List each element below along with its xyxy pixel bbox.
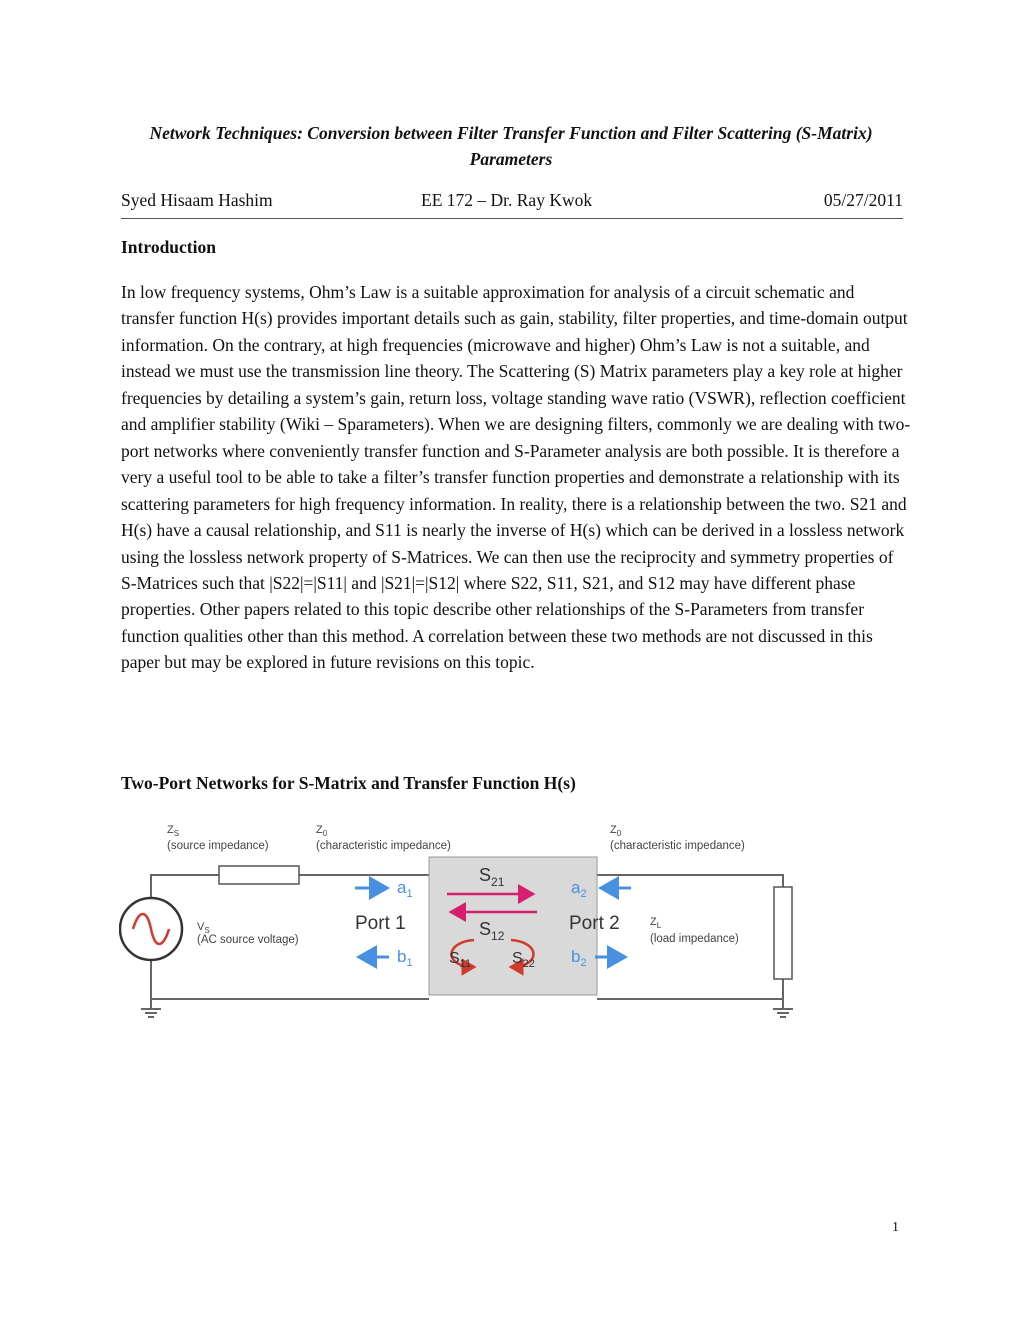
b1-sub: 1: [406, 957, 413, 969]
a2-letter: a: [571, 878, 581, 897]
vs-label: (AC source voltage): [197, 934, 299, 946]
svg-text:b1: [397, 947, 413, 969]
load-impedance-resistor: [774, 887, 792, 979]
s22-letter: S: [512, 950, 523, 967]
zl-sub: L: [656, 921, 662, 930]
intro-heading: Introduction: [121, 237, 216, 257]
s21-sub: 21: [491, 875, 505, 889]
course-info: EE 172 – Dr. Ray Kwok: [421, 190, 593, 210]
port2-label: Port 2: [569, 913, 620, 934]
a1-letter: a: [397, 878, 407, 897]
svg-text:ZS: [167, 824, 179, 838]
s22-sub: 22: [522, 958, 535, 970]
s11-letter: S: [449, 950, 460, 967]
b2-letter: b: [571, 947, 581, 966]
a2-sub: 2: [580, 888, 587, 900]
paper-date: 05/27/2011: [823, 190, 903, 210]
zs-sub: S: [173, 829, 180, 838]
z0-label-left: (characteristic impedance): [316, 840, 451, 852]
author-line: [121, 190, 903, 219]
z0-symbol-left: Z: [316, 824, 323, 836]
svg-text:ZL: [650, 916, 662, 930]
source-impedance-resistor: [219, 866, 299, 884]
author-name: Syed Hisaam Hashim: [121, 190, 273, 210]
intro-paragraph: In low frequency systems, Ohm’s Law is a suitable approximation for analysis of a circuit schematic and transfer function H(s) provides important details such as gain, stability, filter properties, and time-domain output information. On the contrary, at high frequencies (microwave and higher) Ohm’s Law is not a suitable, and instead we must use the transmission line theory. The Scattering (S) Matrix parameters play a key role at higher frequencies by detailing a system’s gain, return loss, voltage standing wave ratio (VSWR), reflection coefficient and amplifier stability (Wiki – Sparameters). When we are designing filters, commonly we are dealing with two-port networks where conveniently transfer function and S-Parameter analysis are both possible. It is therefore a very a useful tool to be able to take a filter’s transfer function properties and demonstrate a relationship with its scattering parameters for high frequency information. In reality, there is a relationship between the two. S21 and H(s) have a causal relationship, and S11 is nearly the inverse of H(s) which can be derived in a lossless network using the lossless network property of S-Matrices. We can then use the reciprocity and symmetry properties of S-Matrices such that |S22|=|S11| and |S21|=|S12| where S22, S11, S21, and S12 may have different phase properties. Other papers related to this topic describe other relationships of the S-Parameters from transfer function qualities other than this method. A correlation between these two methods are not discussed in this paper but may be explored in future revisions on this topic.: [121, 282, 911, 673]
b1-letter: b: [397, 947, 407, 966]
paper-title: Network Techniques: Conversion between Filter Transfer Function and Filter Scattering (S-Matrix) Parameters: [149, 123, 873, 169]
z0-sub-left: 0: [322, 829, 328, 838]
z0-sub-right: 0: [616, 829, 622, 838]
two-port-network-diagram: [119, 817, 809, 1022]
vs-sub: S: [204, 926, 210, 935]
port1-label: Port 1: [355, 913, 406, 934]
s21-letter: S: [479, 865, 492, 885]
s11-sub: 11: [459, 958, 472, 970]
a1-sub: 1: [406, 888, 413, 900]
s12-sub: 12: [491, 929, 505, 943]
vs-symbol: V: [197, 921, 205, 933]
s12-letter: S: [479, 919, 492, 939]
b2-sub: 2: [580, 957, 587, 969]
z0-label-right: (characteristic impedance): [610, 840, 745, 852]
z0-symbol-right: Z: [610, 824, 617, 836]
zs-symbol: Z: [167, 824, 174, 836]
twoport-heading: Two-Port Networks for S-Matrix and Transfer Function H(s): [121, 773, 576, 793]
svg-text:Z0: [316, 824, 328, 838]
page-number: 1: [892, 1220, 899, 1235]
svg-text:Z0: [610, 824, 622, 838]
zl-symbol: Z: [650, 916, 657, 928]
svg-text:VS: [197, 921, 210, 935]
zl-label: (load impedance): [650, 933, 739, 945]
zs-label: (source impedance): [167, 840, 269, 852]
svg-text:a1: [397, 878, 413, 900]
ground-symbols: [141, 1009, 793, 1017]
